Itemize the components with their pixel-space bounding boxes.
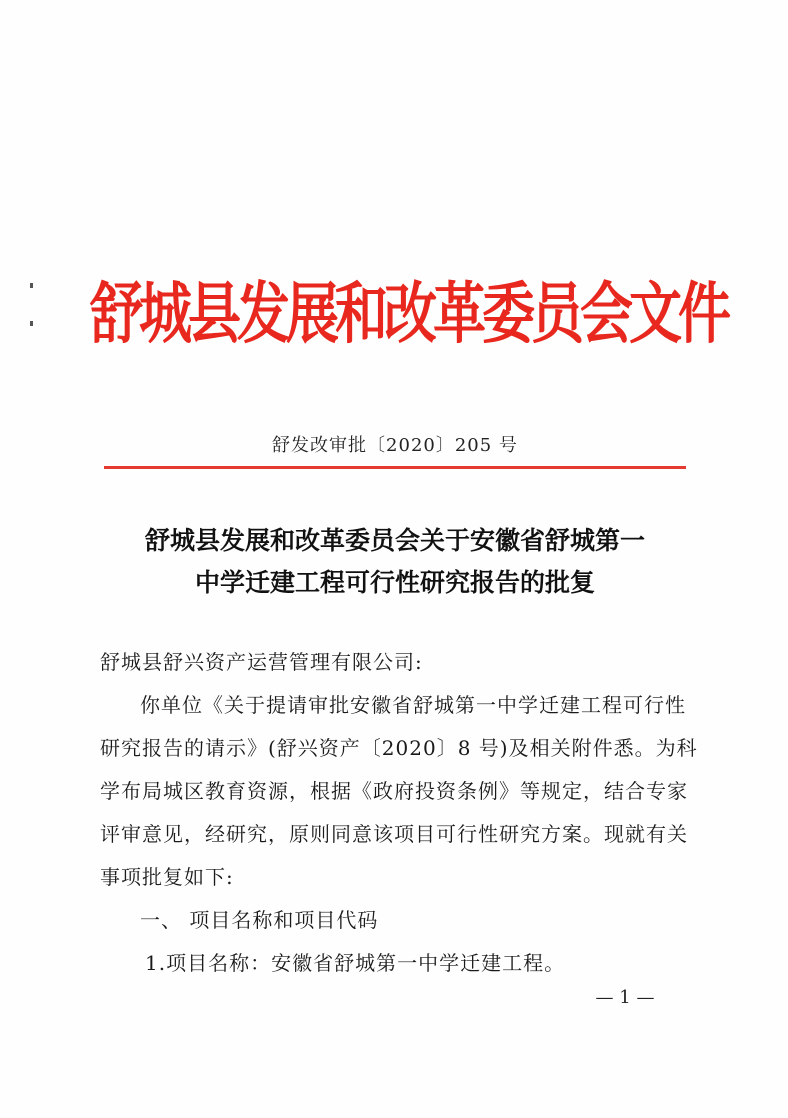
document-title-line-1: 舒城县发展和改革委员会关于安徽省舒城第一: [144, 526, 645, 555]
body-paragraph-line-2: 研究报告的请示》(舒兴资产〔2020〕8 号)及相关附件悉。为科: [100, 736, 698, 760]
body-paragraph-line-3: 学布局城区教育资源，根据《政府投资条例》等规定，结合专家: [100, 779, 688, 803]
page-number: — 1 —: [595, 987, 655, 1008]
issuing-authority-header: 舒城县发展和改革委员会文件: [90, 276, 727, 353]
binding-mark-top: [30, 283, 33, 288]
addressee: 舒城县舒兴资产运营管理有限公司:: [100, 650, 423, 674]
item-project-name: 1.项目名称：安徽省舒城第一中学迁建工程。: [145, 951, 566, 975]
document-title: [80, 520, 710, 604]
body-paragraph-line-1: 你单位《关于提请审批安徽省舒城第一中学迁建工程可行性: [140, 693, 686, 717]
body-paragraph-line-4: 评审意见，经研究，原则同意该项目可行性研究方案。现就有关: [100, 822, 688, 846]
body-paragraph-line-5: 事项批复如下:: [100, 865, 234, 889]
document-title-line-2: 中学迁建工程可行性研究报告的批复: [194, 568, 595, 597]
document-number: 舒发改审批〔2020〕205 号: [272, 435, 518, 456]
section-heading: 一、 项目名称和项目代码: [140, 908, 379, 932]
header-red-divider: [104, 466, 686, 469]
binding-mark-bottom: [30, 321, 33, 326]
